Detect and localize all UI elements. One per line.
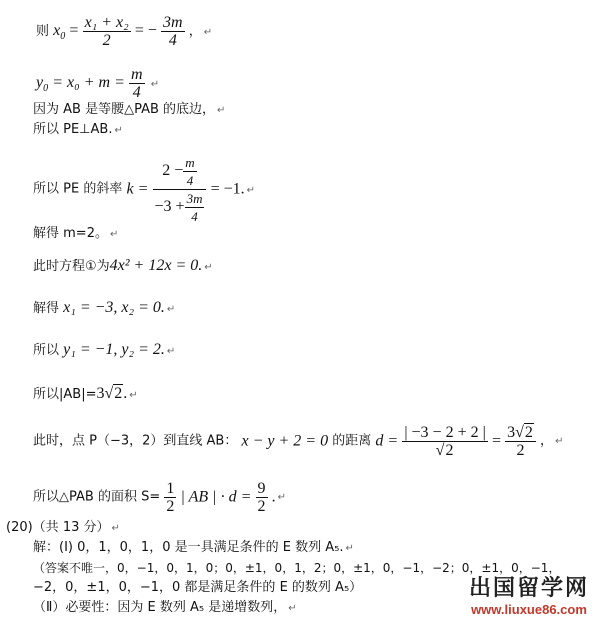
text-line [33, 226, 118, 243]
text-prefix: 所以△PAB 的面积 S= [33, 489, 161, 505]
fraction: $\frac{3√2}{2}$ [505, 424, 536, 459]
text-content: （Ⅱ）必要性：因为 E 数列 A₅ 是递增数列， [33, 600, 287, 615]
question-heading [6, 520, 120, 537]
text-content: （答案不唯一，0，−1，0，1，0；0，±1，0，1，2；0，±1，0，−1，−2；0，±1，0，−1， [33, 561, 561, 575]
text-tail: ， [540, 433, 554, 449]
return-mark: ↵ [114, 125, 123, 136]
text-prefix: 此时方程①为 [33, 259, 110, 274]
math-expr: x₁ = −3, x₂ = 0. [63, 299, 165, 316]
math-expr: 4x² + 12x = 0. [109, 257, 203, 274]
return-mark: ↵ [277, 491, 287, 503]
math-var: $x_0$ [53, 22, 66, 43]
line-roots [33, 300, 175, 318]
text-content: 解：(Ⅰ) 0，1，0，1，0 是一具满足条件的 E 数列 A₅. [33, 540, 344, 555]
text-content: 因为 AB 是等腰△PAB 的底边， [33, 102, 216, 117]
math-var: d = [375, 432, 399, 450]
text-content: (20)（共 13 分） [6, 520, 110, 535]
text-line [33, 540, 354, 557]
watermark-url: www.liuxue86.com [471, 602, 587, 617]
line-x0 [36, 14, 212, 49]
text-prefix: 所以 [33, 343, 60, 358]
return-mark: ↵ [129, 390, 138, 401]
line-yvalues [33, 342, 175, 360]
line-slope [33, 154, 255, 225]
watermark [469, 571, 589, 617]
fraction: $\frac{\text{x₁ + x₂}}{2}$ [84, 14, 129, 49]
math-var: k = [126, 180, 149, 198]
text-prefix: 所以 PE 的斜率 [33, 181, 123, 197]
watermark-name: 出国留学网 [468, 576, 589, 601]
text-content: 解得 m=2。 [33, 226, 108, 241]
math-radicand: 2 [114, 385, 123, 402]
text-prefix: 所以|AB|= [33, 387, 97, 402]
line-equation [33, 258, 213, 276]
math-op: = [69, 22, 79, 39]
line-distance [33, 424, 563, 459]
text-line [33, 600, 297, 617]
return-mark: ↵ [345, 543, 354, 554]
math-expr: 3 [96, 385, 105, 402]
line-area: 所以△PAB 的面积 S= $\frac{1}{2}$ | AB | · d = $\frac{9}{2}$ . ↵ [33, 480, 287, 515]
return-mark: ↵ [111, 523, 120, 534]
fraction: $\frac{9}{2}$ [257, 480, 266, 515]
text-prefix: 此时，点 P（−3，2）到直线 AB： [33, 433, 238, 449]
return-mark: ↵ [288, 603, 297, 614]
math-expr: x − y + 2 = 0 [241, 432, 329, 450]
text-tail: ， [188, 24, 202, 39]
text-mid: 的距离 [332, 433, 372, 449]
return-mark: ↵ [555, 435, 564, 447]
text-content: 所以 PE⊥AB. [33, 122, 113, 137]
text-line [33, 122, 123, 139]
fraction: $\frac{3m}{4}$ [163, 14, 183, 49]
text-prefix: 则 [36, 24, 50, 39]
math-tail: = −1. [210, 180, 245, 198]
math-op: = − [134, 22, 157, 39]
fraction: $\frac{m}{4}$ [131, 66, 143, 101]
text-content: −2，0，±1，0，−1，0 都是满足条件的 E 的数列 A₅） [33, 580, 363, 595]
text-prefix: 解得 [33, 301, 60, 316]
line-ab-length: 所以|AB|=3√2. ↵ [33, 385, 138, 402]
math-expr: = x₀ + m = [52, 74, 125, 91]
return-mark: ↵ [203, 27, 213, 38]
text-line [33, 580, 362, 596]
line-y0 [36, 66, 159, 101]
text-line [33, 102, 225, 119]
fraction: $\frac{| -3 - 2 + 2 |}{√2}$ [404, 424, 486, 459]
return-mark: ↵ [246, 185, 256, 196]
math-expr: | AB | · d = [180, 488, 252, 506]
math-expr: y₁ = −1, y₂ = 2. [63, 341, 165, 358]
math-op: = [491, 432, 501, 450]
compound-fraction: 2 − $\frac{m}{4}$ −3 + $\frac{3m}{4}$ [153, 154, 207, 225]
return-mark: ↵ [217, 105, 226, 116]
return-mark: ↵ [109, 229, 119, 240]
return-mark: ↵ [204, 262, 213, 273]
return-mark: ↵ [166, 304, 176, 315]
return-mark: ↵ [150, 79, 160, 90]
math-var: $y_0$ [36, 74, 49, 95]
return-mark: ↵ [166, 346, 176, 357]
fraction: $\frac{1}{2}$ [166, 480, 175, 515]
